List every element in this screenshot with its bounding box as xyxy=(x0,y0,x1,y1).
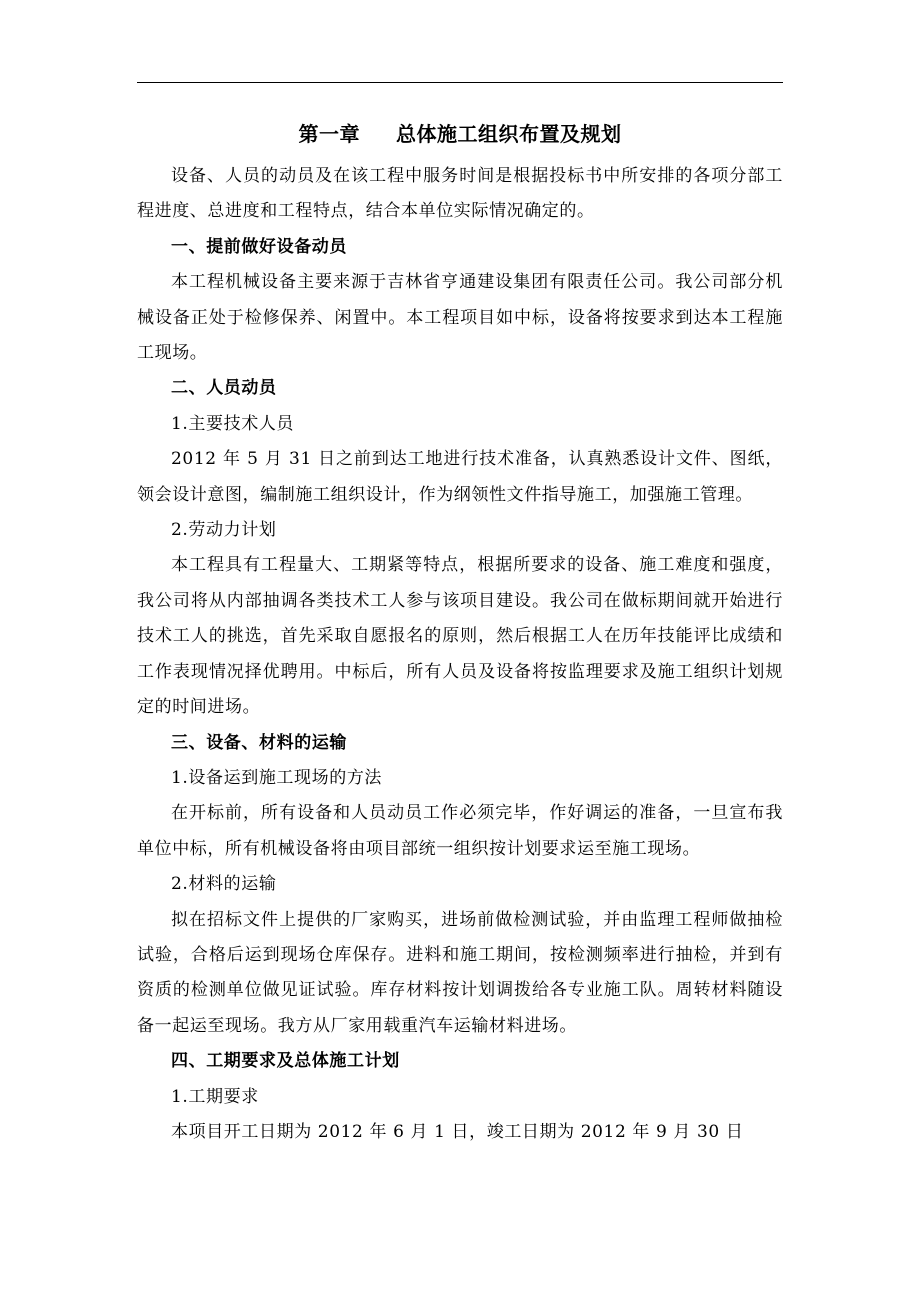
section-heading-1: 一、提前做好设备动员 xyxy=(171,236,347,257)
header-rule xyxy=(137,82,783,83)
paragraph-4-1: 本项目开工日期为 2012 年 6 月 1 日，竣工日期为 2012 年 9 月 30 日 xyxy=(171,1121,744,1142)
section-paragraph-1: 本工程机械设备主要来源于吉林省亨通建设集团有限责任公司。我公司部分机械设备正处于检修保养、闲置中。本工程项目如中标，设备将按要求到达本工程施工现场。 xyxy=(137,272,783,364)
document-page xyxy=(137,112,783,1150)
paragraph-3-2: 拟在招标文件上提供的厂家购买，进场前做检测试验，并由监理工程师做抽检试验，合格后运到现场仓库保存。进料和施工期间，按检测频率进行抽检，并到有资质的检测单位做见证试验。库存材料按计划调拨给各专业施工队。周转材料随设备一起运至现场。我方从厂家用载重汽车运输材料进场。 xyxy=(137,909,783,1036)
subheading-3-1: 1.设备运到施工现场的方法 xyxy=(171,767,383,788)
subheading-2-2: 2.劳动力计划 xyxy=(171,520,277,541)
paragraph-2-2: 本工程具有工程量大、工期紧等特点，根据所要求的设备、施工难度和强度，我公司将从内部抽调各类技术工人参与该项目建设。我公司在做标期间就开始进行技术工人的挑选，首先采取自愿报名的原则，然后根据工人在历年技能评比成绩和工作表现情况择优聘用。中标后，所有人员及设备将按监理要求及施工组织计划规定的时间进场。 xyxy=(137,555,783,718)
paragraph-3-1: 在开标前，所有设备和人员动员工作必须完毕，作好调运的准备，一旦宣布我单位中标，所有机械设备将由项目部统一组织按计划要求运至施工现场。 xyxy=(137,803,783,859)
chapter-title-text: 总体施工组织布置及规划 xyxy=(396,122,622,146)
intro-paragraph: 设备、人员的动员及在该工程中服务时间是根据投标书中所安排的各项分部工程进度、总进度和工程特点，结合本单位实际情况确定的。 xyxy=(137,166,783,222)
paragraph-2-1: 2012 年 5 月 31 日之前到达工地进行技术准备，认真熟悉设计文件、图纸，领会设计意图，编制施工组织设计，作为纲领性文件指导施工，加强施工管理。 xyxy=(137,449,783,505)
subheading-4-1: 1.工期要求 xyxy=(171,1086,259,1107)
subheading-2-1: 1.主要技术人员 xyxy=(171,413,295,434)
chapter-title xyxy=(137,112,783,156)
chapter-number: 第一章 xyxy=(298,122,360,146)
section-heading-3: 三、设备、材料的运输 xyxy=(171,732,347,753)
section-heading-2: 二、人员动员 xyxy=(171,378,277,399)
section-heading-4: 四、工期要求及总体施工计划 xyxy=(171,1051,400,1072)
subheading-3-2: 2.材料的运输 xyxy=(171,874,277,895)
